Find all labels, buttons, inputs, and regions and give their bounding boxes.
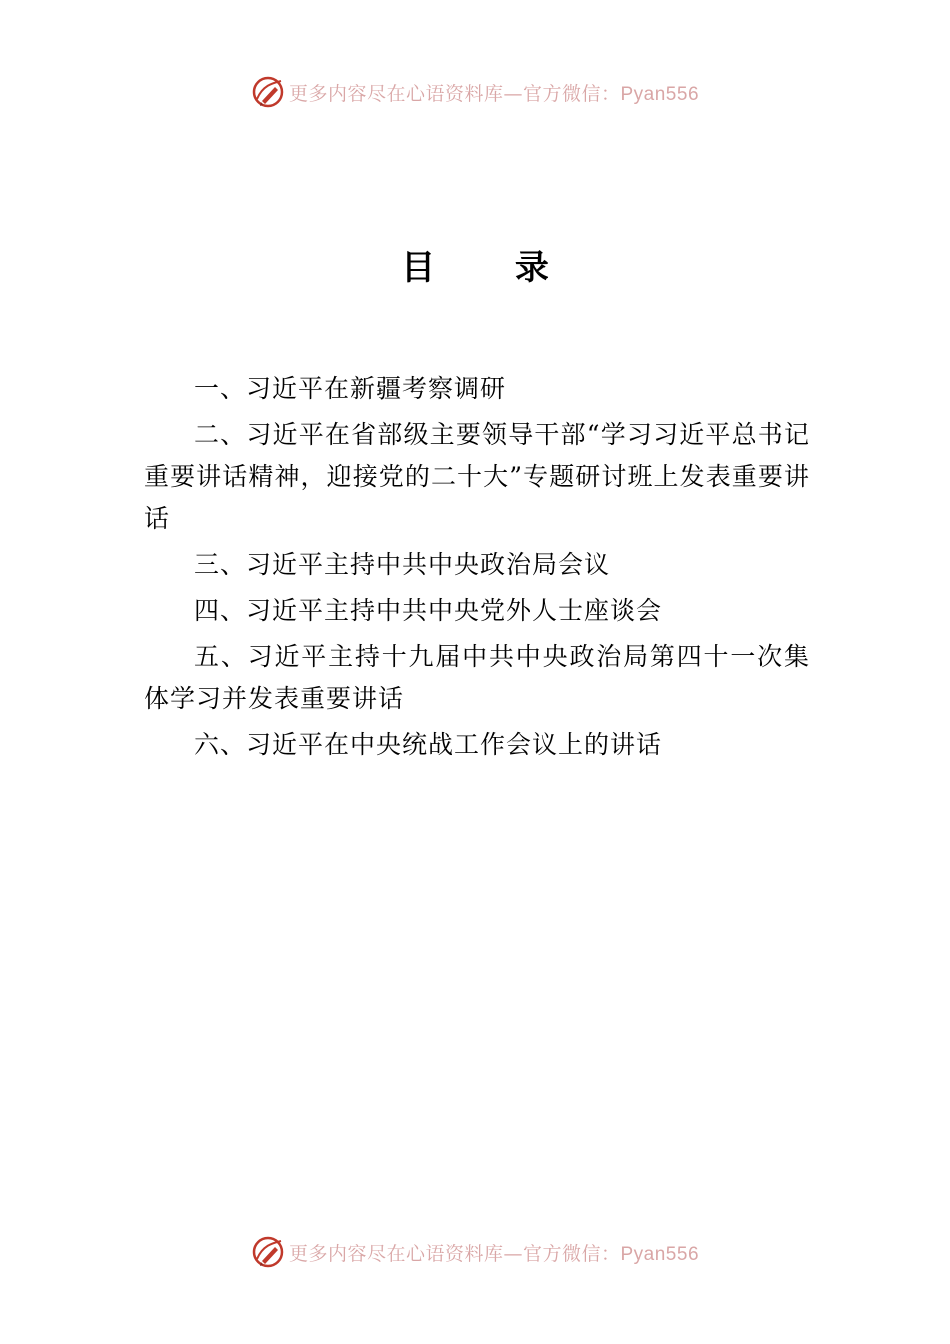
toc-item: 三、习近平主持中共中央政治局会议 bbox=[194, 550, 611, 579]
page-title: 目 录 bbox=[401, 248, 583, 288]
toc-item: 一、习近平在新疆考察调研 bbox=[194, 374, 507, 403]
footer-wechat-id: Pyan556 bbox=[620, 1243, 700, 1265]
toc-item: 六、习近平在中央统战工作会议上的讲话 bbox=[194, 730, 663, 759]
header-promo bbox=[289, 79, 699, 106]
footer-promo-text: 更多内容尽在心语资料库—官方微信： bbox=[288, 1242, 621, 1265]
toc-item: 五、习近平主持十九届中共中央政治局第四十一次集体学习并发表重要讲话 bbox=[144, 642, 810, 713]
table-of-contents bbox=[144, 368, 810, 766]
footer-promo bbox=[289, 1239, 699, 1266]
pen-seal-icon bbox=[251, 75, 285, 109]
header-banner bbox=[0, 72, 950, 112]
footer-banner bbox=[0, 1232, 950, 1272]
toc-item: 二、习近平在省部级主要领导干部“学习习近平总书记重要讲话精神，迎接党的二十大”专题研讨班上发表重要讲话 bbox=[144, 420, 810, 533]
pen-seal-icon bbox=[251, 1235, 285, 1269]
toc-item: 四、习近平主持中共中央党外人士座谈会 bbox=[194, 596, 663, 625]
header-promo-text: 更多内容尽在心语资料库—官方微信： bbox=[288, 82, 621, 105]
header-wechat-id: Pyan556 bbox=[620, 83, 700, 105]
